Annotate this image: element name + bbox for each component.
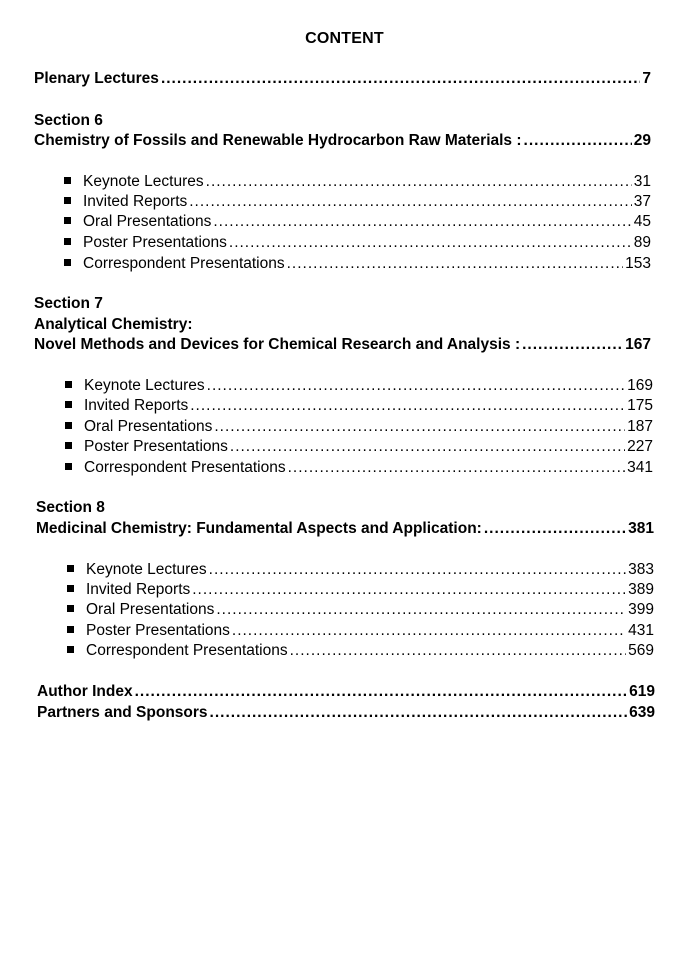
leader-dots — [161, 69, 640, 89]
leader-dots — [207, 376, 625, 396]
section-6-heading: Section 6 — [34, 112, 103, 129]
bullet-icon — [67, 565, 74, 572]
toc-page-number: 383 — [628, 561, 654, 578]
toc-item-label: Invited Reports — [83, 193, 188, 210]
toc-item-label: Correspondent Presentations — [86, 642, 288, 659]
toc-page-number: 31 — [633, 173, 651, 190]
section-7-heading: Section 7 — [34, 295, 103, 312]
toc-page-number: 167 — [625, 336, 651, 353]
toc-item-label: Oral Presentations — [83, 213, 212, 230]
leader-dots — [192, 580, 626, 600]
bullet-icon — [65, 442, 72, 449]
toc-entry-label: Author Index — [37, 683, 133, 700]
toc-page-number: 169 — [627, 377, 653, 394]
toc-page-number: 7 — [642, 70, 651, 87]
section-title: Medicinal Chemistry: Fundamental Aspects and Application: — [36, 520, 482, 537]
bullet-icon — [65, 422, 72, 429]
toc-entry-partners[interactable] — [37, 703, 655, 723]
toc-page-number: 619 — [629, 683, 655, 700]
toc-item-label: Keynote Lectures — [83, 173, 204, 190]
toc-item[interactable] — [64, 233, 651, 253]
toc-page-number: 187 — [627, 418, 653, 435]
toc-page-number: 431 — [628, 622, 654, 639]
toc-item[interactable] — [67, 641, 654, 661]
toc-page-number: 399 — [628, 601, 654, 618]
toc-item[interactable] — [64, 172, 651, 192]
toc-page-number: 227 — [627, 438, 653, 455]
section-7-subheading: Analytical Chemistry: — [34, 316, 193, 333]
bullet-icon — [64, 177, 71, 184]
toc-item[interactable] — [67, 600, 654, 620]
bullet-icon — [64, 259, 71, 266]
leader-dots — [206, 172, 632, 192]
bullet-icon — [65, 401, 72, 408]
bullet-icon — [65, 381, 72, 388]
section-title: Chemistry of Fossils and Renewable Hydrocarbon Raw Materials : — [34, 132, 522, 149]
toc-page-number: 389 — [628, 581, 654, 598]
leader-dots — [190, 396, 625, 416]
toc-item-label: Poster Presentations — [83, 234, 227, 251]
toc-entry-author-index[interactable] — [37, 682, 655, 702]
leader-dots — [213, 212, 631, 232]
toc-entry-section-8[interactable] — [36, 519, 654, 539]
toc-item[interactable] — [64, 254, 651, 274]
section-8-heading: Section 8 — [36, 499, 105, 516]
bullet-icon — [65, 463, 72, 470]
toc-item[interactable] — [65, 437, 653, 457]
toc-page-number: 29 — [633, 132, 651, 149]
toc-item[interactable] — [67, 621, 654, 641]
bullet-icon — [67, 585, 74, 592]
toc-item-label: Invited Reports — [84, 397, 189, 414]
leader-dots — [214, 417, 625, 437]
toc-entry-plenary[interactable] — [34, 69, 651, 89]
leader-dots — [230, 437, 625, 457]
toc-item-label: Invited Reports — [86, 581, 191, 598]
toc-entry-section-6[interactable] — [34, 131, 651, 151]
toc-entry-label: Plenary Lectures — [34, 70, 159, 87]
toc-page-number: 37 — [633, 193, 651, 210]
toc-item-label: Poster Presentations — [84, 438, 228, 455]
leader-dots — [287, 254, 624, 274]
toc-item-label: Correspondent Presentations — [83, 255, 285, 272]
toc-item[interactable] — [67, 580, 654, 600]
bullet-icon — [67, 605, 74, 612]
leader-dots — [484, 519, 626, 539]
toc-item-label: Keynote Lectures — [84, 377, 205, 394]
leader-dots — [229, 233, 632, 253]
leader-dots — [135, 682, 628, 702]
leader-dots — [210, 703, 628, 723]
section-title: Novel Methods and Devices for Chemical Research and Analysis : — [34, 336, 521, 353]
toc-page-number: 381 — [628, 520, 654, 537]
toc-item-label: Oral Presentations — [86, 601, 215, 618]
leader-dots — [216, 600, 626, 620]
leader-dots — [288, 458, 626, 478]
toc-page-number: 569 — [628, 642, 654, 659]
bullet-icon — [64, 197, 71, 204]
toc-item-label: Oral Presentations — [84, 418, 213, 435]
leader-dots — [209, 560, 626, 580]
leader-dots — [232, 621, 626, 641]
toc-item[interactable] — [64, 212, 651, 232]
toc-page-number: 89 — [633, 234, 651, 251]
toc-page-number: 639 — [629, 704, 655, 721]
bullet-icon — [67, 626, 74, 633]
leader-dots — [290, 641, 627, 661]
bullet-icon — [64, 238, 71, 245]
bullet-icon — [67, 646, 74, 653]
toc-page-number: 175 — [627, 397, 653, 414]
toc-entry-label: Partners and Sponsors — [37, 704, 208, 721]
leader-dots — [522, 335, 623, 355]
toc-item-label: Poster Presentations — [86, 622, 230, 639]
toc-item[interactable] — [65, 396, 653, 416]
toc-item[interactable] — [65, 376, 653, 396]
toc-item[interactable] — [67, 560, 654, 580]
toc-item[interactable] — [64, 192, 651, 212]
toc-page-number: 45 — [633, 213, 651, 230]
toc-entry-section-7[interactable] — [34, 335, 651, 355]
toc-item[interactable] — [65, 458, 653, 478]
page-title: CONTENT — [305, 30, 384, 47]
toc-page-number: 341 — [627, 459, 653, 476]
toc-item[interactable] — [65, 417, 653, 437]
leader-dots — [524, 131, 632, 151]
leader-dots — [189, 192, 632, 212]
toc-item-label: Correspondent Presentations — [84, 459, 286, 476]
toc-item-label: Keynote Lectures — [86, 561, 207, 578]
bullet-icon — [64, 217, 71, 224]
toc-page-number: 153 — [625, 255, 651, 272]
